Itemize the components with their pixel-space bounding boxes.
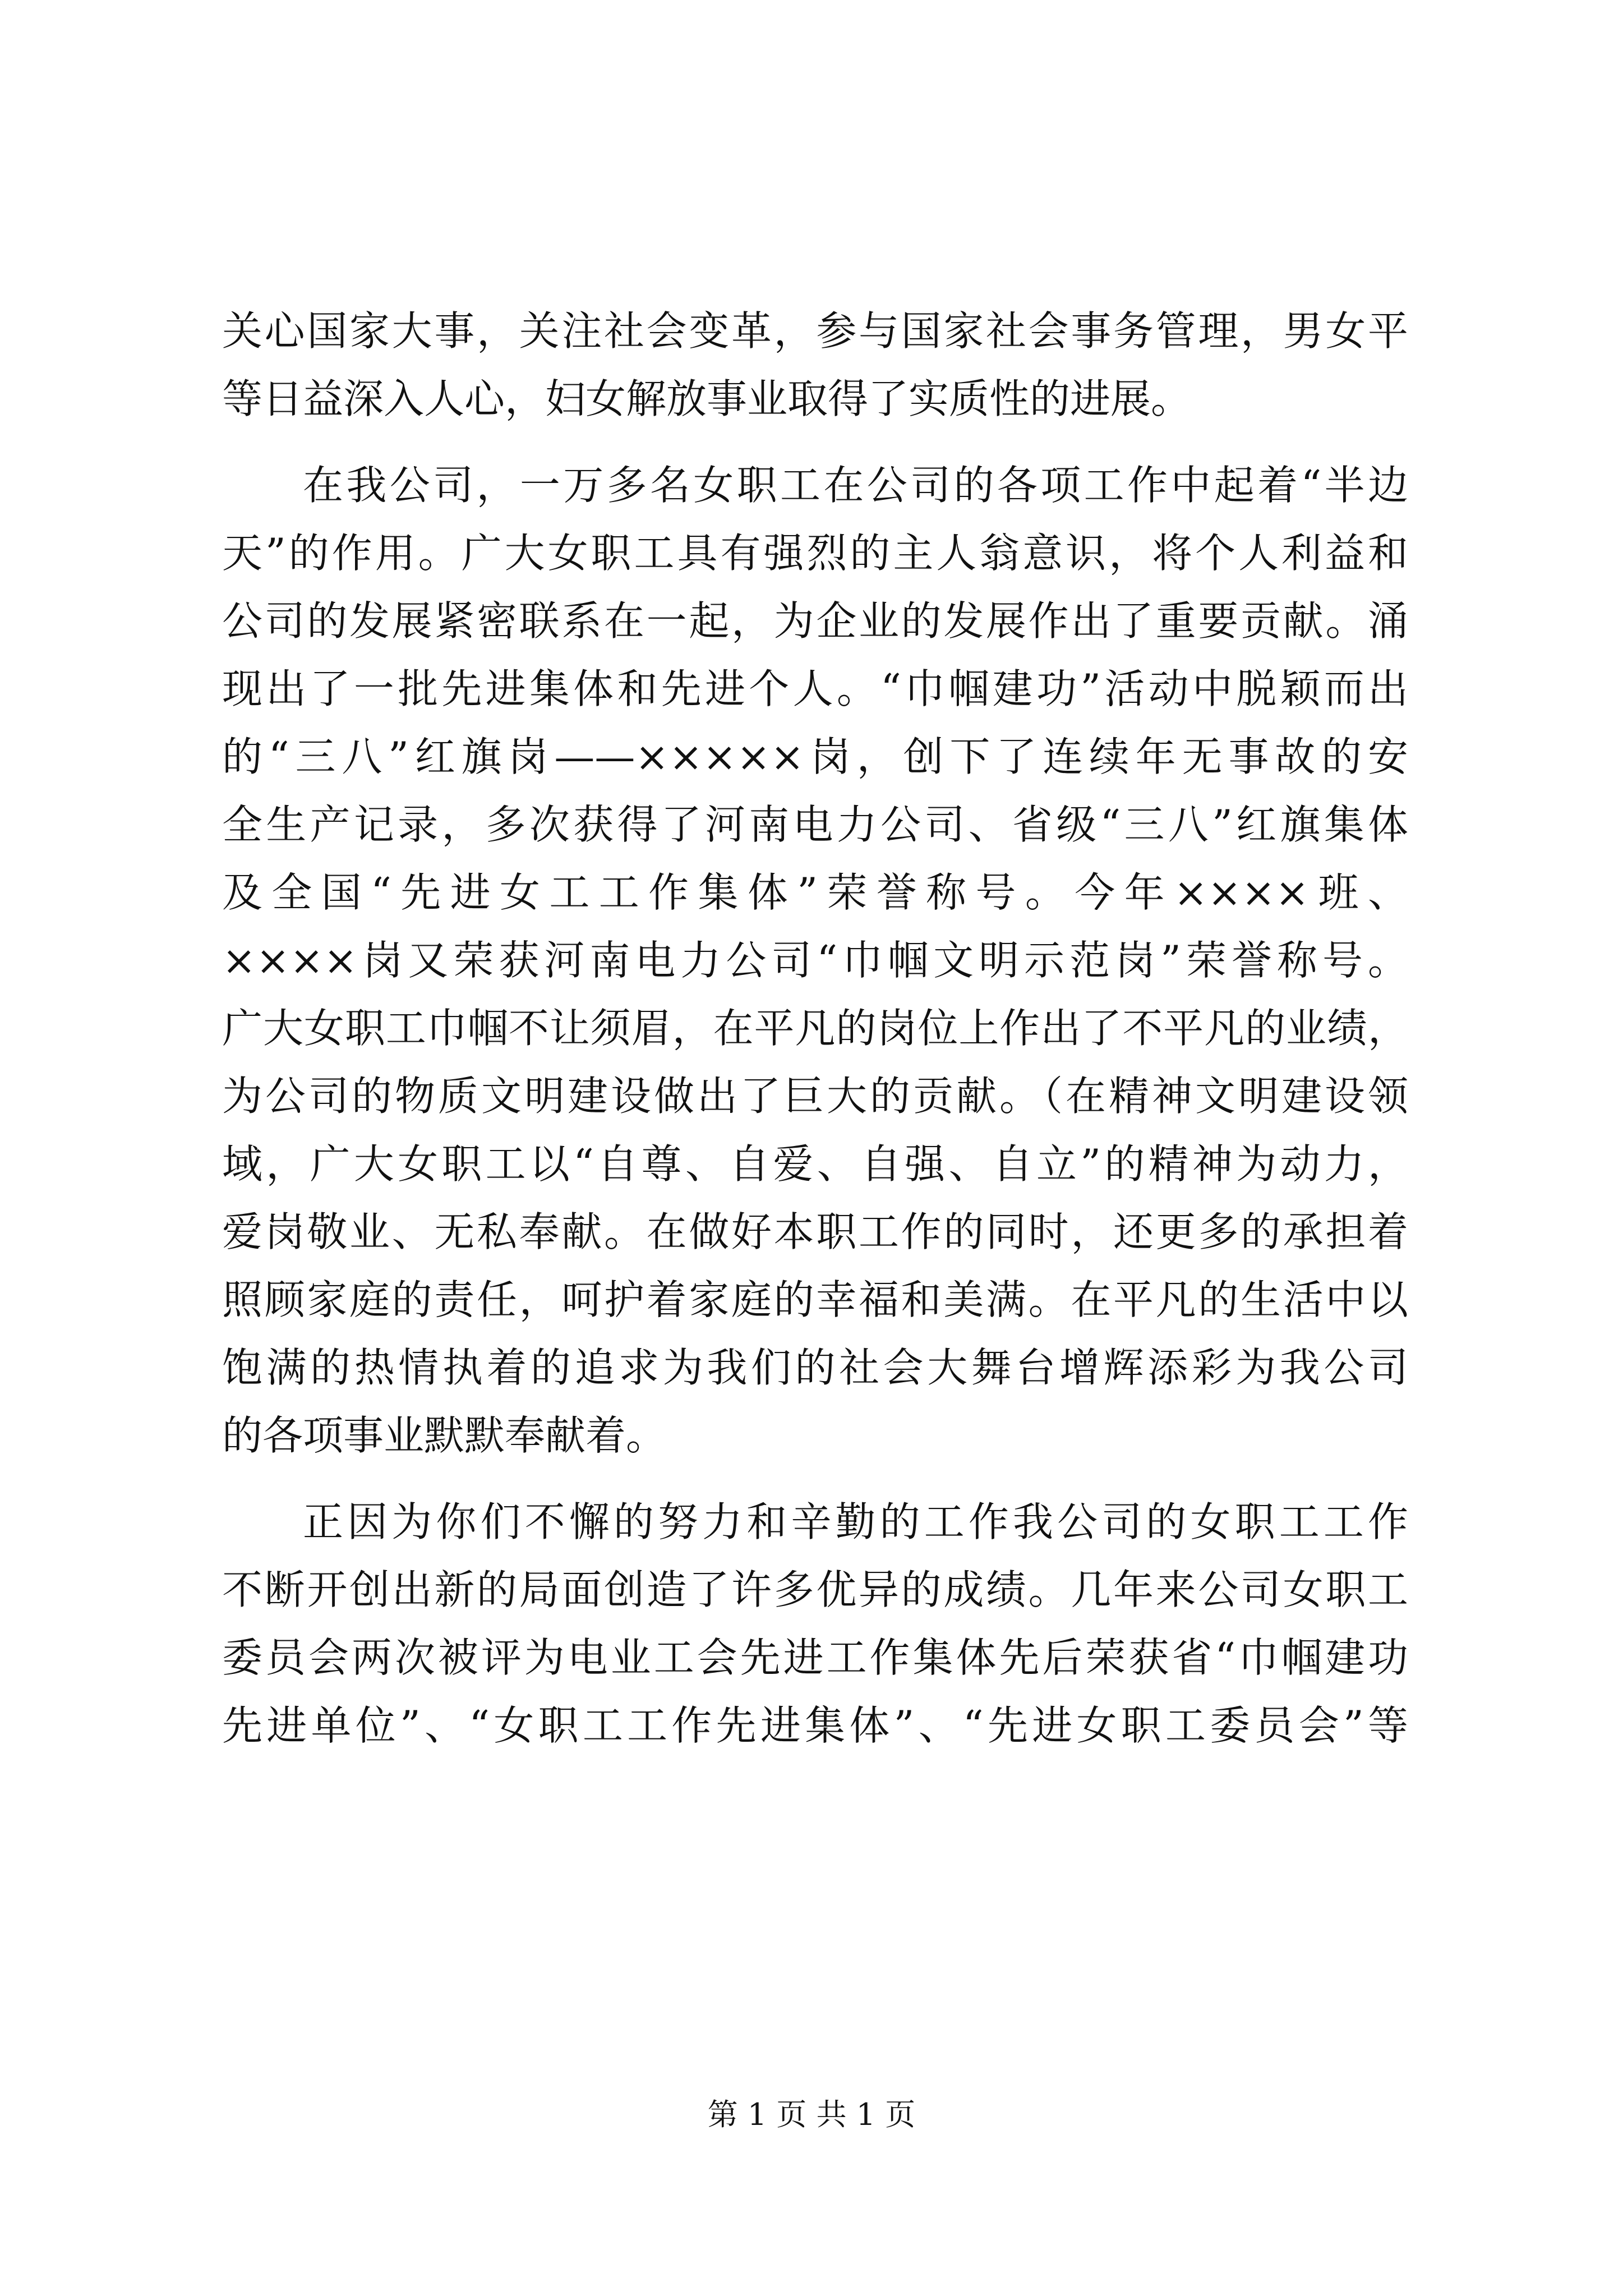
text-line: 域，广大女职工以“自尊、自爱、自强、自立”的精神为动力， [222, 1140, 1408, 1188]
text-line: 的各项事业默默奉献着。 [222, 1412, 667, 1459]
text-line: 现出了一批先进集体和先进个人。“巾帼建功”活动中脱颖而出 [222, 665, 1408, 712]
text-line: 的“三八”红旗岗——×××××岗，创下了连续年无事故的安 [222, 733, 1408, 780]
text-line: 先进单位”、“女职工工作先进集体”、“先进女职工委员会”等 [222, 1702, 1408, 1749]
text-line: 在我公司，一万多名女职工在公司的各项工作中起着“半边 [303, 462, 1408, 509]
text-line: 天”的作用。广大女职工具有强烈的主人翁意识，将个人利益和 [222, 530, 1408, 577]
text-line: 不断开创出新的局面创造了许多优异的成绩。几年来公司女职工 [222, 1566, 1408, 1613]
text-line: 正因为你们不懈的努力和辛勤的工作我公司的女职工工作 [303, 1498, 1408, 1545]
text-line: 全生产记录，多次获得了河南电力公司、省级“三八”红旗集体 [222, 801, 1408, 848]
text-line: 等日益深入人心，妇女解放事业取得了实质性的进展。 [222, 375, 1192, 422]
text-line: 爱岗敬业、无私奉献。在做好本职工作的同时，还更多的承担着 [222, 1208, 1408, 1255]
text-line: 广大女职工巾帼不让须眉，在平凡的岗位上作出了不平凡的业绩， [222, 1005, 1408, 1052]
text-line: 委员会两次被评为电业工会先进工作集体先后荣获省“巾帼建功 [222, 1634, 1408, 1681]
text-line: 照顾家庭的责任，呵护着家庭的幸福和美满。在平凡的生活中以 [222, 1276, 1408, 1323]
text-line: 饱满的热情执着的追求为我们的社会大舞台增辉添彩为我公司 [222, 1344, 1408, 1391]
text-line: ××××岗又荣获河南电力公司“巾帼文明示范岗”荣誉称号。 [222, 937, 1408, 984]
text-line: 公司的发展紧密联系在一起，为企业的发展作出了重要贡献。涌 [222, 597, 1408, 645]
text-line: 关心国家大事，关注社会变革，参与国家社会事务管理，男女平 [222, 307, 1408, 355]
page-footer: 第 1 页 共 1 页 [707, 2097, 916, 2132]
text-line: 及全国“先进女工工作集体”荣誉称号。今年××××班、 [222, 869, 1408, 916]
text-line: 为公司的物质文明建设做出了巨大的贡献。（在精神文明建设领 [222, 1073, 1408, 1120]
